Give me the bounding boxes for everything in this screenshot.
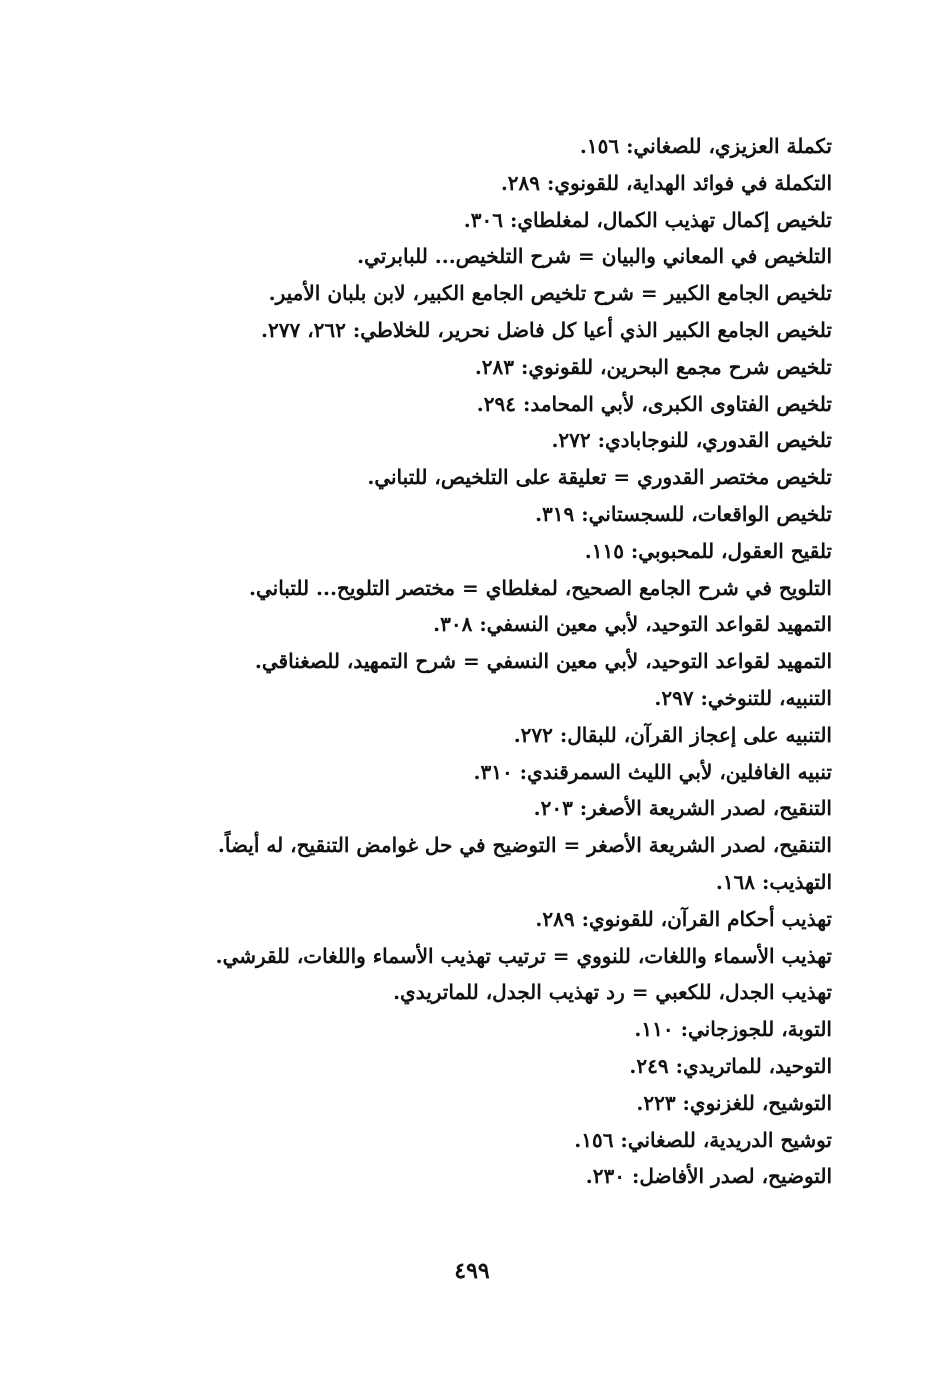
index-entry: التنقيح، لصدر الشريعة الأصغر: ٢٠٣.: [533, 796, 832, 821]
index-entry: تلخيص الفتاوى الكبرى، لأبي المحامد: ٢٩٤.: [476, 391, 832, 416]
index-entry: تلخيص الواقعات، للسجستاني: ٣١٩.: [535, 501, 832, 526]
index-entry: تهذيب الجدل، للكعبي = رد تهذيب الجدل، للماتريدي.: [393, 980, 832, 1005]
index-entry: تلخيص القدوري، للنوجابادي: ٢٧٢.: [551, 428, 832, 453]
index-entry: التوشيح، للغزنوي: ٢٢٣.: [636, 1090, 832, 1115]
index-entry: التنبيه، للتنوخي: ٢٩٧.: [654, 685, 832, 710]
index-entry: التوضيح، لصدر الأفاضل: ٢٣٠.: [585, 1164, 832, 1189]
index-entry: التكملة في فوائد الهداية، للقونوي: ٢٨٩.: [500, 170, 832, 195]
index-entry: التنبيه على إعجاز القرآن، للبقال: ٢٧٢.: [513, 722, 832, 747]
index-entry: التمهيد لقواعد التوحيد، لأبي معين النسفي = شرح التمهيد، للصغناقي.: [254, 649, 832, 674]
index-entry: توشيح الدريدية، للصغاني: ١٥٦.: [574, 1127, 832, 1152]
index-entry: تلخيص الجامع الكبير = شرح تلخيص الجامع الكبير، لابن بلبان الأمير.: [268, 281, 832, 306]
index-entry: تهذيب أحكام القرآن، للقونوي: ٢٨٩.: [535, 906, 832, 931]
index-entry: تلخيص إكمال تهذيب الكمال، لمغلطاي: ٣٠٦.: [463, 207, 832, 232]
index-entry: التنقيح، لصدر الشريعة الأصغر = التوضيح في حل غوامض التنقيح، له أيضاً.: [217, 833, 832, 858]
index-entry: تلخيص مختصر القدوري = تعليقة على التلخيص، للتباني.: [367, 465, 832, 490]
index-entry: تلخيص الجامع الكبير الذي أعيا كل فاضل نحرير، للخلاطي: ٢٦٢، ٢٧٧.: [261, 317, 832, 342]
index-entry: التوحيد، للماتريدي: ٢٤٩.: [629, 1053, 832, 1078]
index-entry: تكملة العزيزي، للصغاني: ١٥٦.: [579, 134, 832, 158]
index-entry: التوبة، للجوزجاني: ١١٠.: [634, 1017, 832, 1042]
index-entry: التمهيد لقواعد التوحيد، لأبي معين النسفي: ٣٠٨.: [433, 612, 832, 637]
index-entry: التلويح في شرح الجامع الصحيح، لمغلطاي = مختصر التلويح... للتباني.: [249, 575, 832, 600]
page-number: ٤٩٩: [454, 1258, 490, 1284]
index-entry: التلخيص في المعاني والبيان = شرح التلخيص... للبابرتي.: [357, 244, 832, 269]
index-entry: التهذيب: ١٦٨.: [715, 869, 832, 894]
index-entry: تلقيح العقول، للمحبوبي: ١١٥.: [584, 538, 832, 563]
index-entry: تهذيب الأسماء واللغات، للنووي = ترتيب تهذيب الأسماء واللغات، للقرشي.: [215, 943, 832, 968]
index-entries-list: [132, 128, 832, 1195]
index-entry: تلخيص شرح مجمع البحرين، للقونوي: ٢٨٣.: [474, 354, 832, 379]
index-entry: تنبيه الغافلين، لأبي الليث السمرقندي: ٣١٠.: [473, 759, 832, 784]
